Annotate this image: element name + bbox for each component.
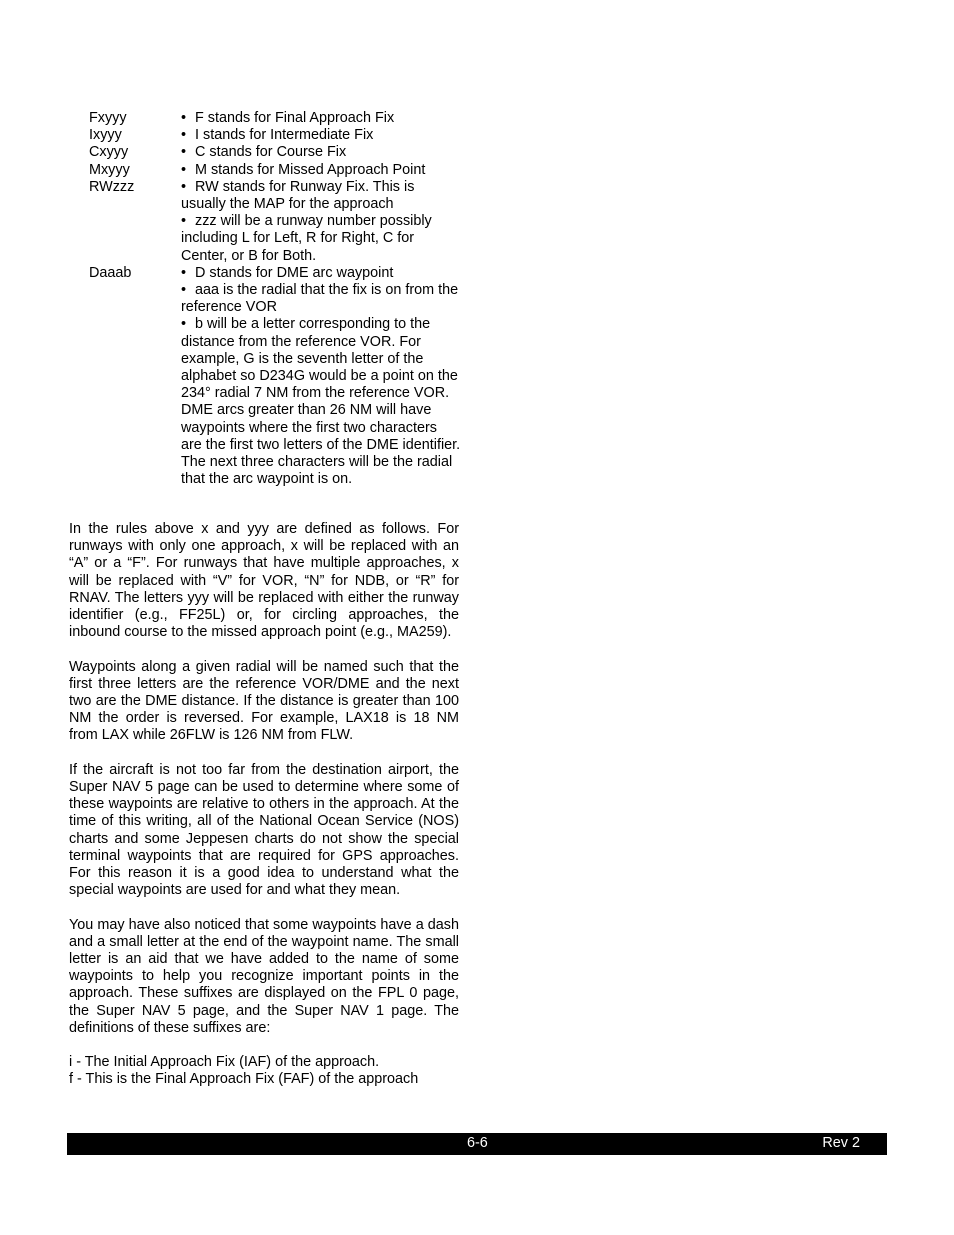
definition-row-daaab bbox=[89, 265, 461, 489]
bullet-icon: • bbox=[181, 316, 187, 333]
bullet-icon: • bbox=[181, 264, 187, 281]
definition-description bbox=[181, 144, 461, 161]
bullet-icon: • bbox=[181, 213, 187, 230]
definition-bullet bbox=[181, 265, 461, 282]
definition-row-rwzzz bbox=[89, 179, 461, 265]
bullet-icon: • bbox=[181, 110, 187, 126]
definition-bullet bbox=[181, 282, 461, 316]
definition-bullet bbox=[181, 110, 461, 127]
bullet-icon: • bbox=[181, 178, 187, 195]
definition-description bbox=[181, 110, 461, 127]
definition-bullet bbox=[181, 127, 461, 144]
definition-bullet bbox=[181, 179, 461, 213]
bullet-text: RW stands for Runway Fix. This is usually the MAP for the approach bbox=[181, 178, 415, 213]
bullet-icon: • bbox=[181, 161, 187, 178]
revision-label: Rev 2 bbox=[822, 1135, 860, 1151]
definition-bullet bbox=[181, 144, 461, 161]
bullet-text: I stands for Intermediate Fix bbox=[195, 127, 374, 144]
page-footer bbox=[67, 1133, 887, 1155]
definition-code: Cxyyy bbox=[89, 144, 129, 161]
definition-code: Mxyyy bbox=[89, 161, 130, 178]
definition-code: Ixyyy bbox=[89, 127, 122, 144]
definition-description bbox=[181, 127, 461, 144]
definition-code: RWzzz bbox=[89, 178, 135, 195]
definition-code: Fxyyy bbox=[89, 110, 127, 126]
bullet-icon: • bbox=[181, 144, 187, 161]
definition-description bbox=[181, 179, 461, 265]
paragraph-super-nav-5: If the aircraft is not too far from the destination airport, the Super NAV 5 page can be used to determine where some of these waypoints are relative to others in the approach. At the time of this writing, all of the National Ocean Service (NOS) charts and some Jeppesen charts do not show the special terminal waypoints that are required for GPS approaches. For this reason it is a good idea to understand what the special waypoints are used for and what they mean. bbox=[69, 761, 459, 899]
suffix-definition-faf: f - This is the Final Approach Fix (FAF) of the approach bbox=[69, 1071, 419, 1088]
paragraph-radial-waypoints: Waypoints along a given radial will be named such that the first three letters are the reference VOR/DME and the next two are the DME distance. If the distance is greater than 100 NM the order is reversed. For example, LAX18 is 18 NM from LAX while 26FLW is 126 NM from FLW. bbox=[69, 658, 459, 744]
definition-row-ixyyy bbox=[89, 127, 461, 144]
definition-code: Daaab bbox=[89, 264, 132, 281]
bullet-text: b will be a letter corresponding to the distance from the reference VOR. For example, G is the seventh letter of the alphabet so D234G would be a point on the 234° radial 7 NM from the reference VOR. DME arcs greater than 26 NM will have waypoints where the first two characters are the first two letters of the DME identifier. The next three characters will be the radial that the arc waypoint is on. bbox=[181, 316, 461, 488]
bullet-text: C stands for Course Fix bbox=[195, 144, 347, 161]
paragraph-waypoint-rules: In the rules above x and yyy are defined as follows. For runways with only one approach, x will be replaced with an “A” or a “F”. For runways that have multiple approaches, x will be replaced with “V” for VOR, “N” for NDB, or “R” for RNAV. The letters yyy will be replaced with either the runway identifier (e.g., FF25L) or, for circling approaches, the inbound course to the missed approach point (e.g., MA259). bbox=[69, 521, 459, 641]
bullet-icon: • bbox=[181, 282, 187, 299]
definition-row-cxyyy bbox=[89, 144, 461, 161]
paragraph-suffixes: You may have also noticed that some waypoints have a dash and a small letter at the end of the waypoint name. The small letter is an aid that we have added to the name of some waypoints to help you recognize important points in the approach. These suffixes are displayed on the FPL 0 page, the Super NAV 5 page, and the Super NAV 1 page. The definitions of these suffixes are: bbox=[69, 916, 459, 1036]
definition-row-fxyyy bbox=[89, 110, 461, 127]
bullet-text: M stands for Missed Approach Point bbox=[195, 161, 426, 178]
definition-description bbox=[181, 265, 461, 489]
definition-bullet bbox=[181, 213, 461, 265]
bullet-text: zzz will be a runway number possibly including L for Left, R for Right, C for Center, or B for Both. bbox=[181, 213, 432, 264]
bullet-text: D stands for DME arc waypoint bbox=[195, 264, 394, 281]
suffix-definition-iaf: i - The Initial Approach Fix (IAF) of the approach. bbox=[69, 1054, 380, 1071]
definition-description bbox=[181, 162, 461, 179]
definition-list bbox=[89, 110, 461, 488]
bullet-text: aaa is the radial that the fix is on from the reference VOR bbox=[181, 282, 459, 316]
bullet-text: F stands for Final Approach Fix bbox=[195, 110, 395, 126]
body-text bbox=[69, 521, 459, 1089]
bullet-icon: • bbox=[181, 127, 187, 144]
definition-bullet bbox=[181, 316, 461, 488]
definition-row-mxyyy bbox=[89, 162, 461, 179]
page-number: 6-6 bbox=[467, 1135, 488, 1151]
definition-bullet bbox=[181, 162, 461, 179]
